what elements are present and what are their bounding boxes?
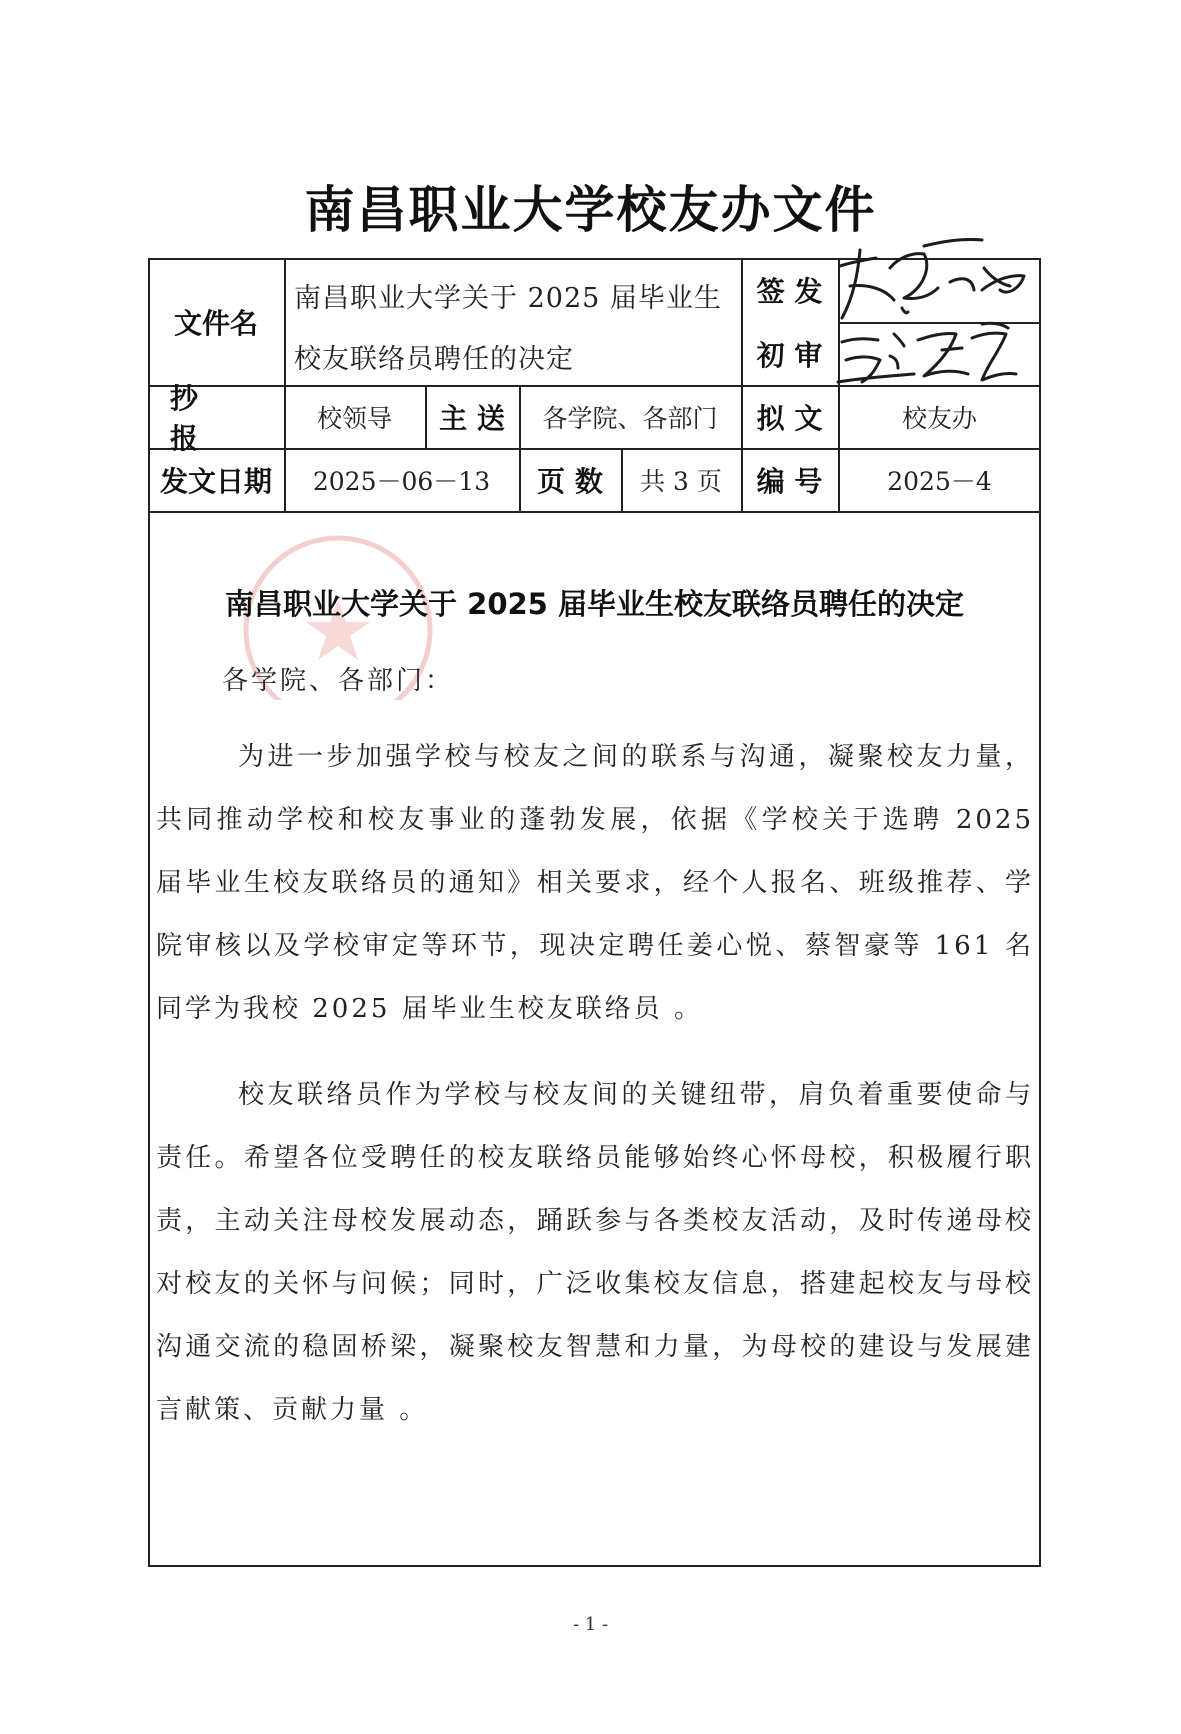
paragraph-1: 为进一步加强学校与校友之间的联系与沟通，凝聚校友力量，共同推动学校和校友事业的蓬勃发展，依据《学校关于选聘 2025 届毕业生校友联络员的通知》相关要求，经个人报名、班级推荐、学院审核以及学校审定等环节，现决定聘任姜心悦、蔡智豪等 161 名同学为我校 2025 届毕业生校友联络员 。 xyxy=(156,742,1034,1024)
draft-label: 拟 文 xyxy=(756,401,823,435)
pages-value: 共 3 页 xyxy=(640,466,722,496)
file-name-value xyxy=(294,268,734,390)
file-name-line: 校友联络员聘任的决定 xyxy=(294,344,574,375)
signature-approver xyxy=(832,238,1032,328)
date-value: 2025－06－13 xyxy=(312,466,491,496)
table-rule xyxy=(148,511,1041,513)
pages-label: 页 数 xyxy=(537,464,603,498)
file-name-line: 南昌职业大学关于 2025 届毕业生 xyxy=(294,283,722,314)
sign-label: 签 发 xyxy=(756,275,823,308)
document-title: 南昌职业大学校友办文件 xyxy=(304,181,877,239)
number-value: 2025－4 xyxy=(887,466,992,496)
greeting: 各学院、各部门： xyxy=(222,666,455,696)
number-label: 编 号 xyxy=(756,464,823,498)
paragraph-2: 校友联络员作为学校与校友间的关键纽带，肩负着重要使命与责任。希望各位受聘任的校友联络员能够始终心怀母校，积极履行职责，主动关注母校发展动态，踊跃参与各类校友活动，及时传递母校对校友的关怀与问候；同时，广泛收集校友信息，搭建起校友与母校沟通交流的稳固桥梁，凝聚校友智慧和力量，为母校的建设与发展建言献策、贡献力量 。 xyxy=(156,1080,1034,1425)
file-name-label: 文件名 xyxy=(173,306,258,340)
draft-value: 校友办 xyxy=(901,403,977,433)
cc-value: 校领导 xyxy=(316,403,392,433)
send-value: 各学院、各部门 xyxy=(542,403,718,433)
body-title: 南昌职业大学关于 2025 届毕业生校友联络员聘任的决定 xyxy=(225,587,964,621)
cc-label: 抄 报 xyxy=(170,381,221,455)
signature-reviewer xyxy=(832,320,1022,390)
send-label: 主 送 xyxy=(439,401,505,435)
date-label: 发文日期 xyxy=(159,464,272,498)
page-number: - 1 - xyxy=(572,1614,609,1635)
review-label: 初 审 xyxy=(756,338,823,372)
